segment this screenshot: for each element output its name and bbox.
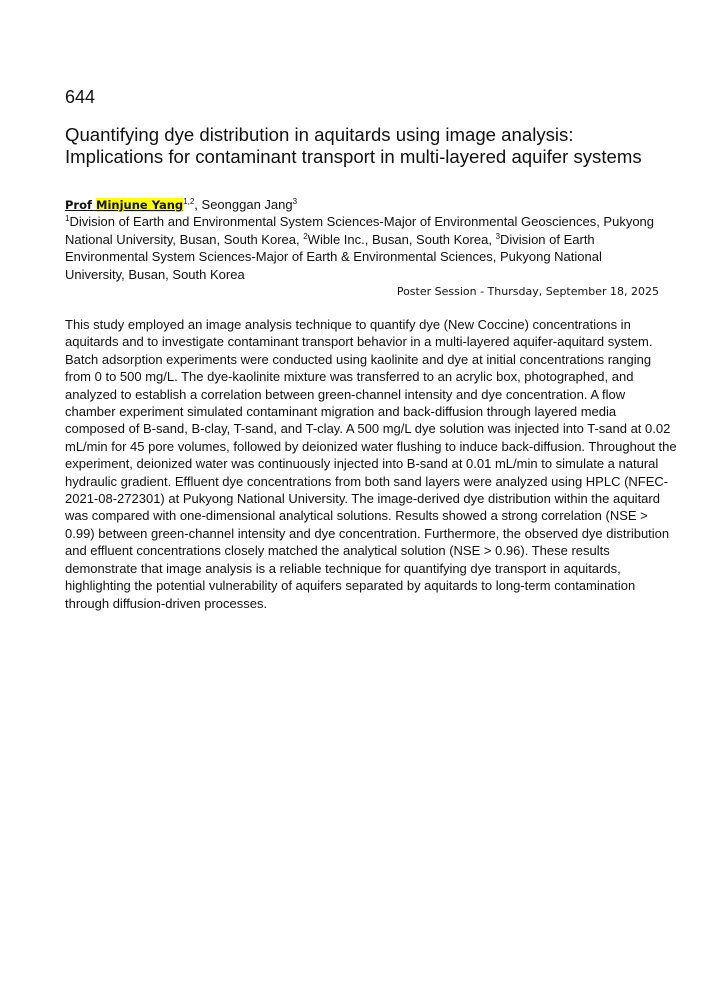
presenter-name: Minjune Yang: [96, 198, 184, 212]
affiliation-sup: 3: [495, 231, 501, 241]
abstract-number: 644: [65, 87, 96, 107]
coauthor-name: Seonggan Jang: [201, 197, 293, 212]
abstract-body: This study employed an image analysis technique to quantify dye (New Coccine) concentrations in aquitards and to investigate contaminant transport behavior in a multi-layered aquifer-aquitard system. Batch adsorption experiments were conducted using kaolinite and dye at initial concentrations ranging from 0 to 500 mg/L. The dye-kaolinite mixture was transferred to an acrylic box, photographed, and analyzed to establish a correlation between green-channel intensity and dye concentration. A flow chamber experiment simulated contaminant migration and back-diffusion through layered media composed of B-sand, B-clay, T-sand, and T-clay. A 500 mg/L dye solution was injected into T-sand at 0.02 mL/min for 45 pore volumes, followed by deionized water flushing to induce back-diffusion. Throughout the experiment, deionized water was continuously injected into B-sand at 0.01 mL/min to simulate a natural hydraulic gradient. Effluent dye concentrations from both sand layers were analyzed using HPLC (NFEC-2021-08-272301) at Pukyong National University. The image-derived dye distribution within the aquitard was compared with one-dimensional analytical solutions. Results showed a strong correlation (NSE > 0.99) between green-channel intensity and dye concentration. Furthermore, the observed dye distribution and effluent concentrations closely matched the analytical solution (NSE > 0.96). These results demonstrate that image analysis is a reliable technique for quantifying dye transport in aquitards, highlighting the potential vulnerability of aquifers separated by aquitards to long-term contamination through diffusion-driven processes.: [65, 317, 677, 611]
affiliation-sup: 2: [303, 231, 308, 241]
affiliation-text: Wible Inc., Busan, South Korea,: [307, 231, 496, 247]
author-line: [65, 196, 665, 214]
coauthor-affiliation-sup: 3: [292, 197, 298, 206]
affiliation-text: Division of Earth Environmental System Sciences-Major of Earth & Environmental Sciences, Pukyong National University, Busan, South Korea: [65, 231, 602, 282]
affiliation-sup: 1: [65, 214, 70, 223]
author-separator: ,: [194, 197, 202, 212]
abstract-title: Quantifying dye distribution in aquitards using image analysis: Implications for contaminant transport in multi-layered aquifer systems: [65, 124, 642, 167]
presenter-prefix: Prof: [65, 198, 97, 212]
presenter-author: [65, 198, 183, 212]
affiliation-text: Division of Earth and Environmental System Sciences-Major of Environmental Geosciences, Pukyong National University, Busan, South Korea,: [65, 214, 655, 247]
affiliations: [65, 213, 665, 283]
session-info: Poster Session - Thursday, September 18, 2025: [396, 285, 659, 298]
presenter-affiliation-sup: 1,2: [183, 197, 195, 206]
